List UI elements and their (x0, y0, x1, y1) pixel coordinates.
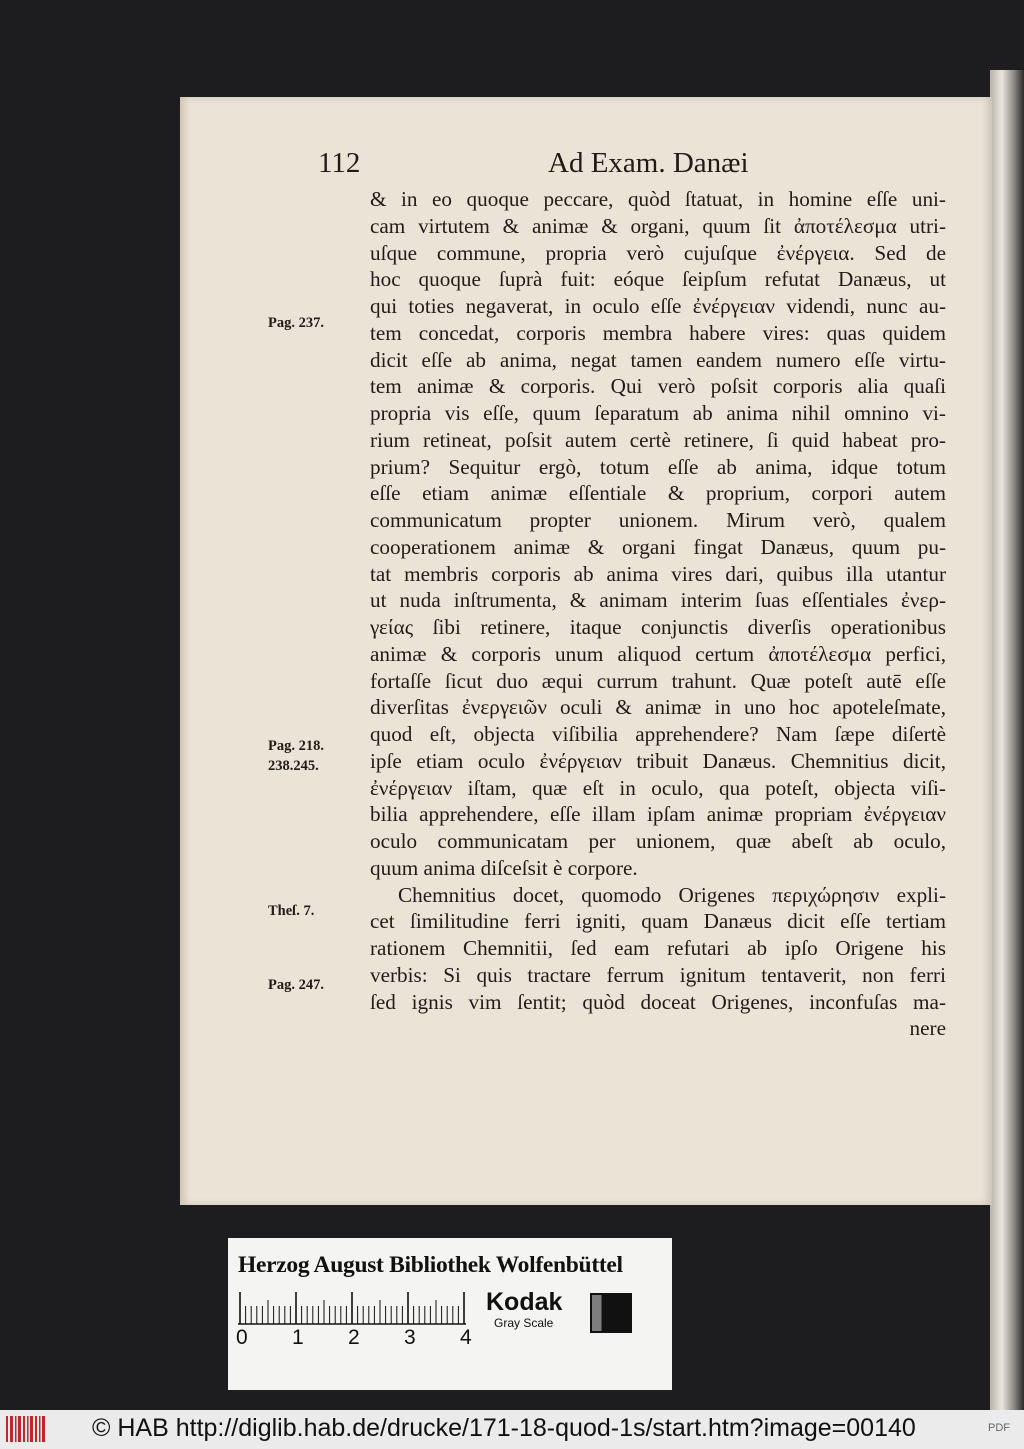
running-head: Ad Exam. Danæi (548, 147, 749, 179)
source-url: © HAB http://diglib.hab.de/drucke/171-18-quod-1s/start.htm?image=00140 (92, 1414, 916, 1442)
body-text (370, 186, 946, 1042)
text-line: ἐνέργειαν iſtam, quæ eſt in oculo, qua poteſt, objecta viſi- (370, 775, 946, 800)
text-line: verbis: Si quis tractare ferrum ignitum tentaverit, non ferri (370, 962, 946, 987)
gray-patch (590, 1293, 632, 1333)
text-line: hoc quoque ſuprà fuit: eóque ſeipſum refutat Danæus, ut (370, 267, 946, 292)
text-line: ut nuda inſtrumenta, & animam interim ſuas eſſentiales ἐνερ- (370, 588, 946, 613)
text-line: communicatum propter unionem. Mirum verò, qualem (370, 508, 946, 532)
text-line: dicit eſſe ab anima, negat tamen eandem numero eſſe virtu- (370, 347, 946, 372)
text-line: ſed ignis vim ſentit; quòd doceat Origenes, inconfuſas ma- (370, 989, 946, 1014)
margin-note: 238.245. (268, 758, 319, 774)
library-label (228, 1238, 672, 1390)
book-edge (990, 70, 1024, 1410)
catchword: nere (909, 1016, 946, 1041)
text-line: uſque commune, propria verò cujuſque ἐνέργεια. Sed de (370, 240, 946, 265)
text-line: tat membris corporis ab anima vires dari, quibus illa utantur (370, 561, 946, 586)
text-line: cet ſimilitudine ferri igniti, quam Danæus dicit eſſe tertiam (370, 909, 946, 934)
text-line: diverſitas ἐνεργειῶν oculi & animæ in uno hoc apoteleſmate, (370, 695, 946, 720)
library-title: Herzog August Bibliothek Wolfenbüttel (238, 1252, 623, 1278)
ruler-number: 4 (460, 1326, 472, 1349)
margin-note: Pag. 237. (268, 315, 324, 331)
page-gutter-shade (180, 97, 190, 1205)
text-line: ipſe etiam oculo ἐνέργειαν tribuit Danæus. Chemnitius dicit, (370, 748, 946, 773)
text-line: quod eſt, objecta viſibilia apprehendere? Nam ſæpe diſertè (370, 722, 946, 746)
text-line: tem animæ & corporis. Qui verò poſsit corporis alia quaſi (370, 374, 946, 399)
text-line: γείας ſibi retinere, itaque conjunctis diverſis operationibus (370, 615, 946, 639)
text-line: rationem Chemnitii, ſed eam refutari ab ipſo Origene his (370, 936, 946, 960)
text-line: rium retineat, poſsit autem certè retinere, ſi quid habeat pro- (370, 427, 946, 452)
pdf-mark: PDF (988, 1422, 1010, 1434)
text-line: oculo communicatam per unionem, quæ abeſt ab oculo, (370, 829, 946, 853)
text-line: & in eo quoque peccare, quòd ſtatuat, in homine eſſe uni- (370, 187, 946, 211)
text-line: Chemnitius docet, quomodo Origenes περιχώρησιν expli- (398, 882, 946, 907)
text-line: quum anima diſceſsit è corpore. (370, 855, 638, 880)
footer-bar (0, 1410, 1024, 1449)
text-line: eſſe etiam animæ eſſentiale & proprium, corpori autem (370, 481, 946, 506)
margin-note: Pag. 247. (268, 977, 324, 993)
ruler-numbers (236, 1326, 472, 1356)
text-line: prium? Sequitur ergò, totum eſſe ab anima, idque totum (370, 454, 946, 479)
text-line: tem concedat, corporis membra habere vires: quas quidem (370, 320, 946, 345)
kodak-logo: Kodak (486, 1288, 563, 1316)
text-line: animæ & corporis unum aliquod certum ἀποτέλεσμα perfici, (370, 641, 946, 666)
text-line: qui toties negaverat, in oculo eſſe ἐνέργειαν videndi, nunc au- (370, 294, 946, 318)
gray-scale-caption: Gray Scale (494, 1316, 554, 1330)
text-line: bilia apprehendere, eſſe illam ipſam animæ propriam ἐνέργειαν (370, 802, 946, 827)
margin-note: Theſ. 7. (268, 903, 315, 919)
page-number: 112 (318, 147, 361, 179)
text-line: cam virtutem & animæ & organi, quum ſit ἀποτέλεσμα utri- (370, 213, 946, 238)
ruler-number: 3 (404, 1326, 416, 1349)
ruler-number: 1 (292, 1326, 304, 1349)
text-line: fortaſſe ſicut duo æqui currum trahunt. Quæ poteſt autē eſſe (370, 668, 946, 693)
hab-barcode-icon (6, 1414, 46, 1444)
ruler-number: 0 (236, 1326, 248, 1349)
margin-note: Pag. 218. (268, 738, 324, 754)
ruler-number: 2 (348, 1326, 360, 1349)
text-line: cooperationem animæ & organi fingat Danæus, quum pu- (370, 534, 946, 559)
text-line: propria vis eſſe, quum ſeparatum ab anima nihil omnino vi- (370, 401, 946, 425)
